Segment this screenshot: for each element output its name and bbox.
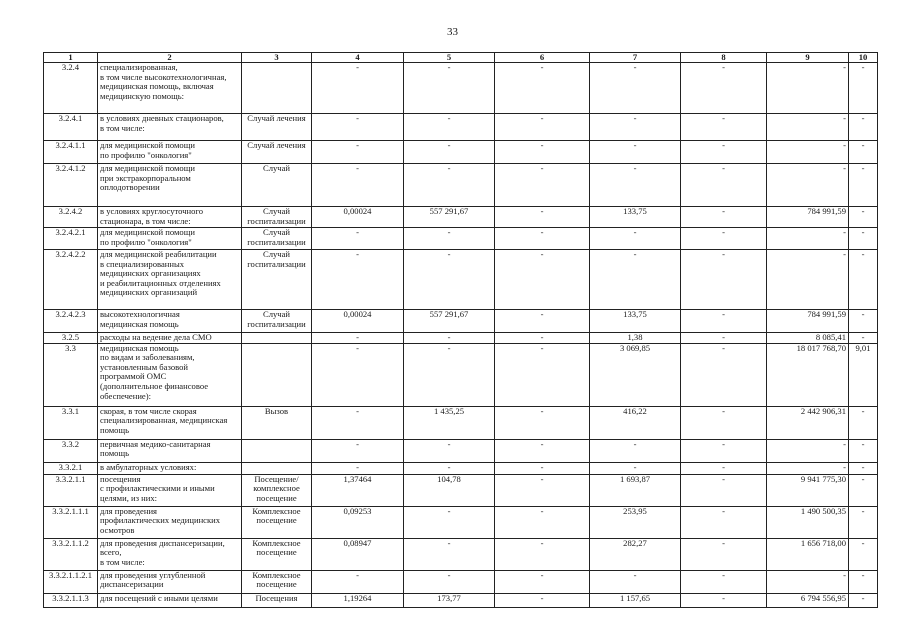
col-9-value: 1 656 718,00	[767, 538, 849, 570]
row-code: 3.2.4.2	[44, 207, 98, 228]
col-5-value: -	[404, 570, 495, 593]
table-row	[44, 114, 878, 141]
col-9-value: -	[767, 164, 849, 207]
row-description: посещения с профилактическими и иными целями, из них:	[98, 474, 242, 506]
col-4-value: 0,00024	[312, 207, 404, 228]
col-9-value: -	[767, 114, 849, 141]
col-9-value: 1 490 500,35	[767, 506, 849, 538]
col-10-value: -	[849, 114, 878, 141]
row-description: для проведения профилактических медицинских осмотров	[98, 506, 242, 538]
col-10-value: -	[849, 310, 878, 333]
col-8-value: -	[681, 63, 767, 114]
col-4-value: -	[312, 333, 404, 344]
col-7-value: -	[590, 164, 681, 207]
col-7-value: 282,27	[590, 538, 681, 570]
col-4-value: 0,00024	[312, 310, 404, 333]
col-9-value: -	[767, 250, 849, 310]
col-7-value: 253,95	[590, 506, 681, 538]
col-10-value: -	[849, 228, 878, 250]
row-code: 3.2.4.2.2	[44, 250, 98, 310]
row-code: 3.3.2.1.1	[44, 474, 98, 506]
col-8-value: -	[681, 141, 767, 164]
column-header: 10	[849, 53, 878, 63]
col-9-value: -	[767, 462, 849, 474]
col-5-value: -	[404, 164, 495, 207]
column-header: 3	[242, 53, 312, 63]
col-7-value: -	[590, 141, 681, 164]
col-6-value: -	[495, 506, 590, 538]
table-row	[44, 141, 878, 164]
unit-of-measure: Случай госпитализации	[242, 250, 312, 310]
col-4-value: -	[312, 406, 404, 439]
row-description: для проведения углубленной диспансеризации	[98, 570, 242, 593]
table-row	[44, 333, 878, 344]
col-7-value: 416,22	[590, 406, 681, 439]
row-description: для медицинской помощи по профилю "онкология"	[98, 228, 242, 250]
column-header: 5	[404, 53, 495, 63]
row-code: 3.3.2	[44, 439, 98, 462]
col-7-value: -	[590, 63, 681, 114]
col-4-value: -	[312, 439, 404, 462]
column-header: 2	[98, 53, 242, 63]
col-8-value: -	[681, 164, 767, 207]
col-10-value: -	[849, 570, 878, 593]
col-6-value: -	[495, 310, 590, 333]
col-7-value: -	[590, 439, 681, 462]
row-description: в условиях круглосуточного стационара, в том числе:	[98, 207, 242, 228]
row-description: первичная медико-санитарная помощь	[98, 439, 242, 462]
unit-of-measure: Посещения	[242, 593, 312, 607]
col-5-value: -	[404, 141, 495, 164]
row-description: расходы на ведение дела СМО	[98, 333, 242, 344]
table-header-row	[44, 53, 878, 63]
row-code: 3.2.4.1.2	[44, 164, 98, 207]
col-6-value: -	[495, 538, 590, 570]
row-description: для медицинской помощи при экстракорпоральном оплодотворении	[98, 164, 242, 207]
col-7-value: -	[590, 462, 681, 474]
col-4-value: -	[312, 228, 404, 250]
col-4-value: 0,09253	[312, 506, 404, 538]
col-7-value: -	[590, 570, 681, 593]
column-header: 6	[495, 53, 590, 63]
table-row	[44, 250, 878, 310]
col-10-value: -	[849, 63, 878, 114]
col-10-value: -	[849, 538, 878, 570]
col-5-value: 1 435,25	[404, 406, 495, 439]
row-code: 3.3.2.1.1.3	[44, 593, 98, 607]
col-7-value: 1 157,65	[590, 593, 681, 607]
col-9-value: -	[767, 439, 849, 462]
col-5-value: -	[404, 506, 495, 538]
col-6-value: -	[495, 462, 590, 474]
col-5-value: -	[404, 333, 495, 344]
col-10-value: -	[849, 462, 878, 474]
col-8-value: -	[681, 506, 767, 538]
col-6-value: -	[495, 439, 590, 462]
col-9-value: -	[767, 63, 849, 114]
col-5-value: 557 291,67	[404, 207, 495, 228]
col-10-value: -	[849, 250, 878, 310]
unit-of-measure	[242, 63, 312, 114]
col-5-value: -	[404, 343, 495, 406]
col-4-value: -	[312, 250, 404, 310]
col-6-value: -	[495, 228, 590, 250]
row-code: 3.3.2.1.1.2	[44, 538, 98, 570]
col-10-value: -	[849, 593, 878, 607]
col-10-value: -	[849, 439, 878, 462]
row-code: 3.3	[44, 343, 98, 406]
col-4-value: -	[312, 141, 404, 164]
col-8-value: -	[681, 310, 767, 333]
col-6-value: -	[495, 141, 590, 164]
col-4-value: -	[312, 63, 404, 114]
row-code: 3.2.4.2.1	[44, 228, 98, 250]
unit-of-measure: Случай	[242, 164, 312, 207]
table-row	[44, 164, 878, 207]
table-body	[44, 53, 878, 608]
col-10-value: -	[849, 333, 878, 344]
col-9-value: -	[767, 570, 849, 593]
col-4-value: 0,08947	[312, 538, 404, 570]
col-9-value: 784 991,59	[767, 310, 849, 333]
column-header: 7	[590, 53, 681, 63]
col-6-value: -	[495, 114, 590, 141]
col-9-value: -	[767, 228, 849, 250]
row-code: 3.2.4.1	[44, 114, 98, 141]
col-8-value: -	[681, 343, 767, 406]
row-code: 3.3.2.1	[44, 462, 98, 474]
col-5-value: -	[404, 538, 495, 570]
row-description: для медицинской помощи по профилю "онкология"	[98, 141, 242, 164]
table-row	[44, 593, 878, 607]
col-8-value: -	[681, 333, 767, 344]
row-code: 3.2.5	[44, 333, 98, 344]
col-5-value: 104,78	[404, 474, 495, 506]
col-6-value: -	[495, 250, 590, 310]
col-8-value: -	[681, 439, 767, 462]
unit-of-measure: Случай госпитализации	[242, 228, 312, 250]
table-row	[44, 570, 878, 593]
unit-of-measure: Вызов	[242, 406, 312, 439]
row-description: для проведения диспансеризации, всего, в том числе:	[98, 538, 242, 570]
table-row	[44, 439, 878, 462]
col-9-value: 8 085,41	[767, 333, 849, 344]
row-description: медицинская помощь по видам и заболеваниям, установленным базовой программой ОМС (дополнительное финансовое обеспечение):	[98, 343, 242, 406]
column-header: 1	[44, 53, 98, 63]
row-description: для посещений с иными целями	[98, 593, 242, 607]
col-6-value: -	[495, 164, 590, 207]
page-number: 33	[447, 26, 458, 38]
unit-of-measure: Комплексное посещение	[242, 538, 312, 570]
col-10-value: -	[849, 506, 878, 538]
col-6-value: -	[495, 570, 590, 593]
table-row	[44, 343, 878, 406]
col-7-value: 1,38	[590, 333, 681, 344]
col-9-value: 9 941 775,30	[767, 474, 849, 506]
col-6-value: -	[495, 593, 590, 607]
col-10-value: -	[849, 406, 878, 439]
row-description: для медицинской реабилитации в специализированных медицинских организациях и реабилитационных отделениях медицинских организаций	[98, 250, 242, 310]
unit-of-measure: Случай лечения	[242, 114, 312, 141]
col-6-value: -	[495, 343, 590, 406]
col-6-value: -	[495, 474, 590, 506]
col-4-value: 1,19264	[312, 593, 404, 607]
col-6-value: -	[495, 207, 590, 228]
col-10-value: -	[849, 141, 878, 164]
col-9-value: 2 442 906,31	[767, 406, 849, 439]
col-10-value: -	[849, 207, 878, 228]
table-row	[44, 474, 878, 506]
col-8-value: -	[681, 114, 767, 141]
col-4-value: -	[312, 164, 404, 207]
col-8-value: -	[681, 538, 767, 570]
col-4-value: -	[312, 114, 404, 141]
col-4-value: -	[312, 462, 404, 474]
row-description: в условиях дневных стационаров, в том числе:	[98, 114, 242, 141]
col-6-value: -	[495, 333, 590, 344]
unit-of-measure: Случай госпитализации	[242, 310, 312, 333]
col-5-value: -	[404, 63, 495, 114]
row-code: 3.2.4.2.3	[44, 310, 98, 333]
col-5-value: -	[404, 439, 495, 462]
col-7-value: -	[590, 228, 681, 250]
col-5-value: -	[404, 228, 495, 250]
col-10-value: 9,01	[849, 343, 878, 406]
col-7-value: 133,75	[590, 310, 681, 333]
table-row	[44, 63, 878, 114]
row-code: 3.3.1	[44, 406, 98, 439]
unit-of-measure	[242, 462, 312, 474]
unit-of-measure	[242, 343, 312, 406]
col-8-value: -	[681, 207, 767, 228]
col-6-value: -	[495, 63, 590, 114]
unit-of-measure: Посещение/ комплексное посещение	[242, 474, 312, 506]
col-4-value: -	[312, 570, 404, 593]
unit-of-measure: Комплексное посещение	[242, 506, 312, 538]
column-header: 8	[681, 53, 767, 63]
col-8-value: -	[681, 570, 767, 593]
col-10-value: -	[849, 164, 878, 207]
col-8-value: -	[681, 474, 767, 506]
row-description: в амбулаторных условиях:	[98, 462, 242, 474]
row-description: скорая, в том числе скорая специализированная, медицинская помощь	[98, 406, 242, 439]
col-6-value: -	[495, 406, 590, 439]
col-7-value: 3 069,85	[590, 343, 681, 406]
table-row	[44, 462, 878, 474]
financial-table	[43, 52, 878, 608]
col-9-value: 18 017 768,70	[767, 343, 849, 406]
col-10-value: -	[849, 474, 878, 506]
table-row	[44, 506, 878, 538]
col-9-value: 6 794 556,95	[767, 593, 849, 607]
col-7-value: 133,75	[590, 207, 681, 228]
row-description: высокотехнологичная медицинская помощь	[98, 310, 242, 333]
row-code: 3.2.4	[44, 63, 98, 114]
row-code: 3.2.4.1.1	[44, 141, 98, 164]
unit-of-measure	[242, 439, 312, 462]
column-header: 4	[312, 53, 404, 63]
col-5-value: 557 291,67	[404, 310, 495, 333]
col-4-value: -	[312, 343, 404, 406]
unit-of-measure: Случай госпитализации	[242, 207, 312, 228]
col-8-value: -	[681, 250, 767, 310]
col-7-value: -	[590, 114, 681, 141]
col-9-value: 784 991,59	[767, 207, 849, 228]
row-code: 3.3.2.1.1.2.1	[44, 570, 98, 593]
table-row	[44, 207, 878, 228]
table-row	[44, 310, 878, 333]
table-row	[44, 228, 878, 250]
row-code: 3.3.2.1.1.1	[44, 506, 98, 538]
col-7-value: 1 693,87	[590, 474, 681, 506]
unit-of-measure	[242, 333, 312, 344]
row-description: специализированная, в том числе высокотехнологичная, медицинская помощь, включая медицинскую помощь:	[98, 63, 242, 114]
col-8-value: -	[681, 228, 767, 250]
col-5-value: 173,77	[404, 593, 495, 607]
col-5-value: -	[404, 114, 495, 141]
col-8-value: -	[681, 406, 767, 439]
col-4-value: 1,37464	[312, 474, 404, 506]
unit-of-measure: Комплексное посещение	[242, 570, 312, 593]
col-5-value: -	[404, 462, 495, 474]
table-row	[44, 538, 878, 570]
col-5-value: -	[404, 250, 495, 310]
column-header: 9	[767, 53, 849, 63]
col-9-value: -	[767, 141, 849, 164]
col-8-value: -	[681, 593, 767, 607]
col-8-value: -	[681, 462, 767, 474]
table-row	[44, 406, 878, 439]
unit-of-measure: Случай лечения	[242, 141, 312, 164]
col-7-value: -	[590, 250, 681, 310]
